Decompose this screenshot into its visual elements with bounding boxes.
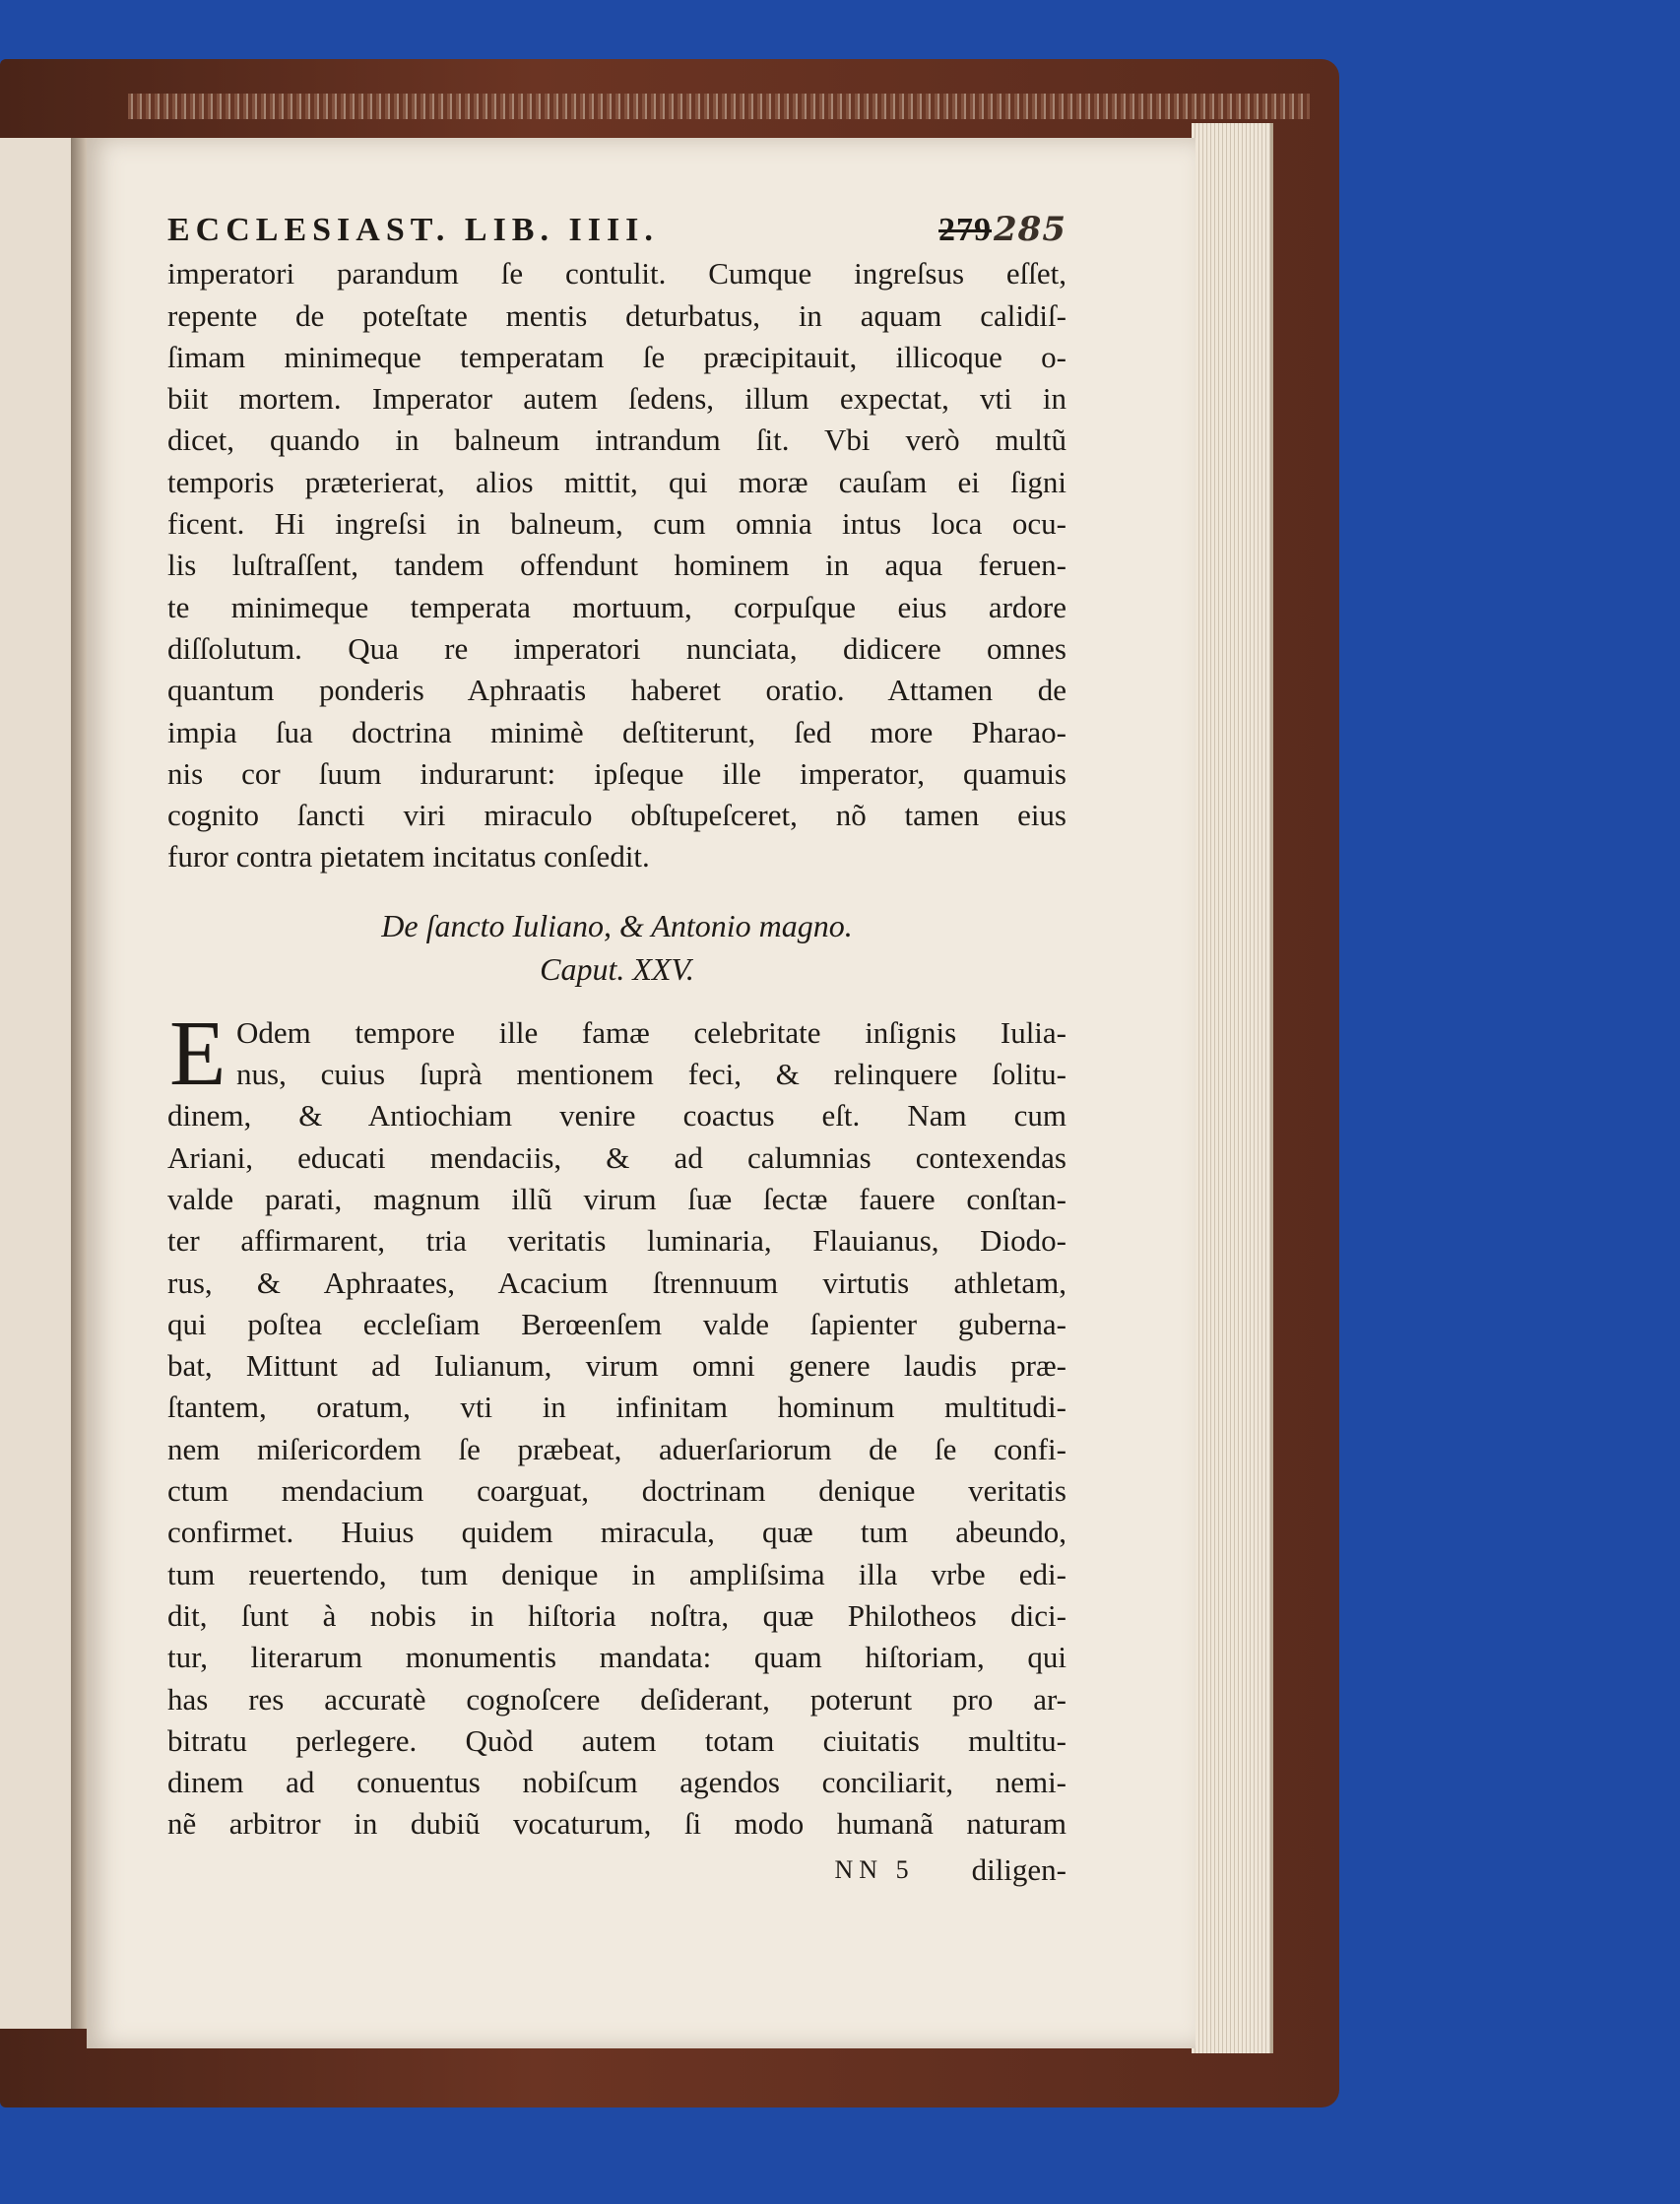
headband: [128, 94, 1310, 119]
text-line: Ariani, educati mendaciis, & ad calumnias contexendas: [167, 1139, 1066, 1175]
text-line: valde parati, magnum illũ virum ſuæ ſectæ fauere conſtan-: [167, 1181, 1066, 1216]
running-header: [167, 209, 1066, 251]
page-edges: [1192, 123, 1273, 2053]
text-line: tur, literarum monumentis mandata: quam hiſtoriam, qui: [167, 1640, 1066, 1675]
chapter-label: Caput. XXV.: [540, 950, 694, 987]
text-line: qui poſtea eccleſiam Berœenſem valde ſapienter guberna-: [167, 1306, 1066, 1341]
text-line: tum reuertendo, tum denique in ampliſsima illa vrbe edi-: [167, 1556, 1066, 1591]
left-page-edge: [0, 138, 73, 2029]
drop-capital: E: [169, 1002, 226, 1105]
text-line: dinem, & Antiochiam venire coactus eſt. Nam cum: [167, 1098, 1066, 1134]
text-line: imperatori parandum ſe contulit. Cumque ingreſsus eſſet,: [167, 256, 1066, 292]
text-line: cognito ſancti viri miraculo obſtupeſceret, nõ tamen eius: [167, 798, 1066, 833]
text-line: rus, & Aphraates, Acacium ſtrennuum virtutis athletam,: [167, 1264, 1066, 1300]
text-line: temporis præterierat, alios mittit, qui moræ cauſam ei ſigni: [167, 464, 1066, 499]
text-line: dit, ſunt à nobis in hiſtoria noſtra, quæ Philotheos dici-: [167, 1597, 1066, 1633]
right-page: [87, 138, 1195, 2048]
text-line: quantum ponderis Aphraatis haberet oratio. Attamen de: [167, 673, 1066, 708]
text-line: nem miſericordem ſe præbeat, aduerſariorum de ſe confi-: [167, 1431, 1066, 1466]
signature-mark: NN 5: [834, 1854, 915, 1884]
running-title: ECCLESIAST. LIB. IIII.: [167, 212, 659, 248]
text-line: Odem tempore ille famæ celebritate inſignis Iulia-: [236, 1014, 1066, 1050]
handwritten-page-number: 285: [994, 210, 1066, 249]
paragraph-before: [167, 253, 1066, 877]
text-line: biit mortem. Imperator autem ſedens, illum expectat, vti in: [167, 381, 1066, 417]
section-title: De ſancto Iuliano, & Antonio magno.: [381, 907, 853, 943]
text-line: bat, Mittunt ad Iulianum, virum omni genere laudis præ-: [167, 1348, 1066, 1384]
text-line: ficent. Hi ingreſsi in balneum, cum omnia intus loca ocu-: [167, 506, 1066, 542]
text-line: lis luſtraſſent, tandem offendunt hominem in aqua feruen-: [167, 548, 1066, 583]
text-line: nẽ arbitror in dubiũ vocaturum, ſi modo humanã naturam: [167, 1806, 1066, 1842]
page-number: 279: [938, 212, 993, 248]
text-line: nus, cuius ſuprà mentionem feci, & relinquere ſolitu-: [236, 1057, 1066, 1092]
text-line: furor contra pietatem incitatus conſedit.: [167, 839, 650, 875]
catchword: diligen-: [971, 1851, 1066, 1887]
page-text: [167, 209, 1066, 1891]
text-line: has res accuratè cognoſcere deſiderant, poterunt pro ar-: [167, 1681, 1066, 1717]
paragraph-after: [167, 1002, 1066, 1846]
text-line: dinem ad conuentus nobiſcum agendos conciliarit, nemi-: [167, 1765, 1066, 1800]
text-line: diſſolutum. Qua re imperatori nunciata, didicere omnes: [167, 630, 1066, 666]
text-line: ctum mendacium coarguat, doctrinam denique veritatis: [167, 1473, 1066, 1509]
text-line: ter affirmarent, tria veritatis luminaria, Flauianus, Diodo-: [167, 1223, 1066, 1259]
page-number-group: [938, 209, 1066, 251]
paragraph-after-lines: [167, 1002, 1066, 1846]
text-line: nis cor ſuum indurarunt: ipſeque ille imperator, quamuis: [167, 755, 1066, 791]
text-line: ſtantem, oratum, vti in infinitam hominum multitudi-: [167, 1390, 1066, 1425]
text-line: confirmet. Huius quidem miracula, quæ tum abeundo,: [167, 1515, 1066, 1550]
text-line: repente de poteſtate mentis deturbatus, in aquam calidiſ-: [167, 297, 1066, 333]
page-footer: [167, 1849, 1066, 1891]
text-line: impia ſua doctrina minimè deſtiterunt, ſed more Pharao-: [167, 714, 1066, 749]
text-line: dicet, quando in balneum intrandum ſit. Vbi verò multũ: [167, 422, 1066, 458]
text-line: ſimam minimeque temperatam ſe præcipitauit, illicoque o-: [167, 339, 1066, 374]
text-line: te minimeque temperata mortuum, corpuſque eius ardore: [167, 589, 1066, 624]
text-line: bitratu perlegere. Quòd autem totam ciuitatis multitu-: [167, 1722, 1066, 1758]
